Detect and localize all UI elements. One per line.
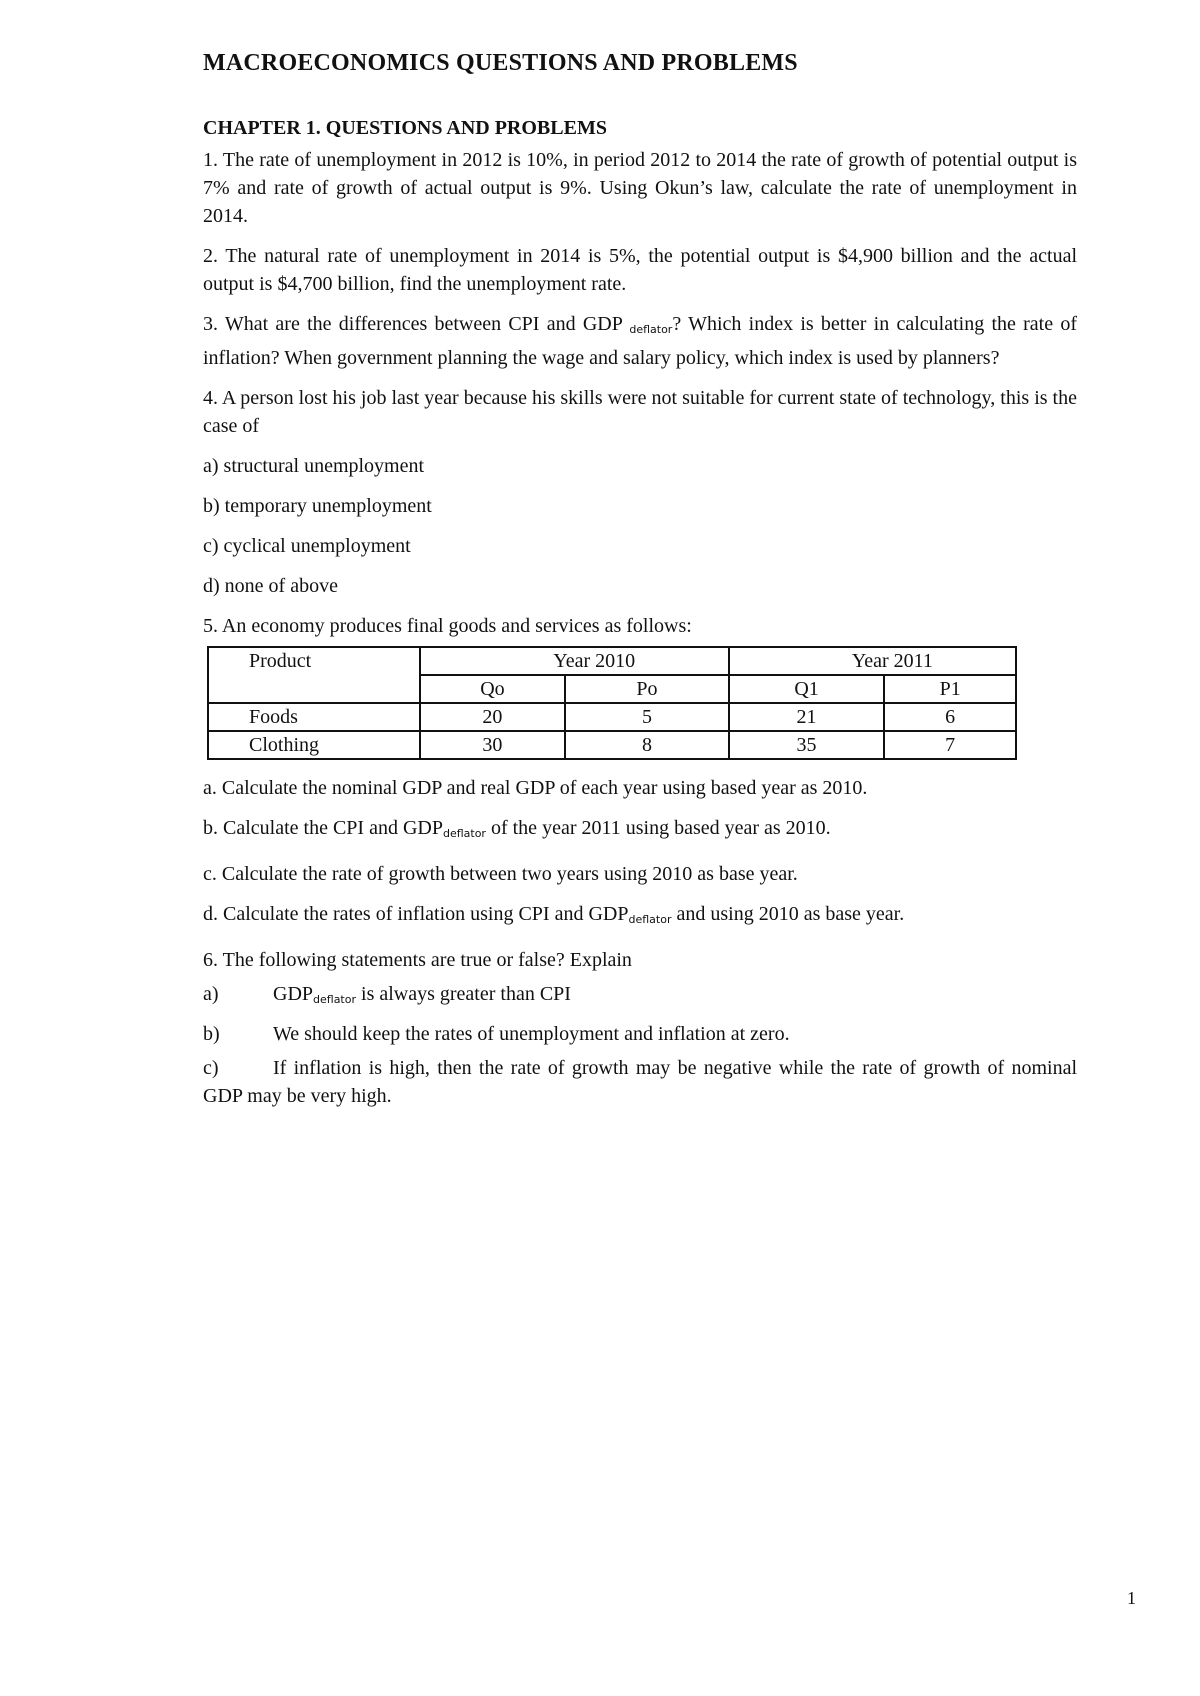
question-6c-label: c) xyxy=(203,1057,219,1079)
deflator-subscript: deflator xyxy=(442,827,486,840)
question-4-option-a: a) structural unemployment xyxy=(203,455,425,477)
question-6a-text-a: GDP xyxy=(273,983,314,1005)
table-cell: 21 xyxy=(729,703,885,731)
document-title: MACROECONOMICS QUESTIONS AND PROBLEMS xyxy=(203,50,798,76)
table-cell: 8 xyxy=(565,731,729,759)
document-page xyxy=(203,50,1077,1116)
question-6c xyxy=(203,1054,1077,1110)
table-header-year-2011: Year 2011 xyxy=(729,647,1016,675)
question-4-option-b: b) temporary unemployment xyxy=(203,495,432,517)
question-6c-text: If inflation is high, then the rate of growth may be negative while the rate of growth of nominal GDP may be very high. xyxy=(203,1057,1077,1107)
table-cell: Clothing xyxy=(208,731,420,759)
deflator-subscript: deflator xyxy=(629,323,673,336)
question-4-option-c: c) cyclical unemployment xyxy=(203,535,411,557)
question-5b-text-a: b. Calculate the CPI and GDP xyxy=(203,817,443,839)
table-col-qo: Qo xyxy=(420,675,566,703)
question-4-option-d: d) none of above xyxy=(203,575,338,597)
question-3-text-a: 3. What are the differences between CPI and GDP xyxy=(203,313,630,335)
question-6a-label: a) xyxy=(203,983,219,1005)
table-col-p1: P1 xyxy=(884,675,1016,703)
table-header-product: Product xyxy=(208,647,420,703)
question-1: 1. The rate of unemployment in 2012 is 10%, in period 2012 to 2014 the rate of growth of potential output is 7% and rate of growth of actual output is 9%. Using Okun’s law, calculate the rate of unemployment in 2014. xyxy=(203,149,1077,227)
question-6b-label: b) xyxy=(203,1023,220,1045)
table-cell: 7 xyxy=(884,731,1016,759)
question-5a: a. Calculate the nominal GDP and real GDP of each year using based year as 2010. xyxy=(203,777,868,799)
chapter-heading: CHAPTER 1. QUESTIONS AND PROBLEMS xyxy=(203,117,607,139)
deflator-subscript: deflator xyxy=(628,913,672,926)
question-4: 4. A person lost his job last year because his skills were not suitable for current state of technology, this is the case of xyxy=(203,387,1077,437)
table-cell: 30 xyxy=(420,731,566,759)
question-6a-text-b: is always greater than CPI xyxy=(356,983,571,1005)
table-cell: 20 xyxy=(420,703,566,731)
deflator-subscript: deflator xyxy=(313,993,357,1006)
question-5b-text-b: of the year 2011 using based year as 2010. xyxy=(485,817,831,839)
question-6a-text xyxy=(273,980,1077,1014)
table-header-year-2010: Year 2010 xyxy=(420,647,729,675)
question-3-text-b: ? Which index is better in calculating the rate of inflation? When government planning the wage and salary policy, which index is used by planners? xyxy=(203,313,1077,369)
table-col-q1: Q1 xyxy=(729,675,885,703)
question-5d-text-b: and using 2010 as base year. xyxy=(671,903,905,925)
question-5b xyxy=(203,814,1077,848)
question-6b-text: We should keep the rates of unemployment and inflation at zero. xyxy=(273,1023,790,1045)
goods-table xyxy=(207,646,1017,760)
page-number: 1 xyxy=(1127,1588,1136,1608)
table-col-po: Po xyxy=(565,675,729,703)
table-cell: 5 xyxy=(565,703,729,731)
question-5d xyxy=(203,900,1077,934)
question-6: 6. The following statements are true or false? Explain xyxy=(203,949,632,971)
table-cell: Foods xyxy=(208,703,420,731)
table-cell: 35 xyxy=(729,731,885,759)
table-cell: 6 xyxy=(884,703,1016,731)
table-row xyxy=(208,703,1016,731)
question-5c: c. Calculate the rate of growth between two years using 2010 as base year. xyxy=(203,863,798,885)
table-row xyxy=(208,731,1016,759)
question-2: 2. The natural rate of unemployment in 2014 is 5%, the potential output is $4,900 billion and the actual output is $4,700 billion, find the unemployment rate. xyxy=(203,245,1077,295)
question-5d-text-a: d. Calculate the rates of inflation using CPI and GDP xyxy=(203,903,629,925)
question-3 xyxy=(203,310,1077,372)
question-6a xyxy=(203,980,1077,1014)
question-5: 5. An economy produces final goods and services as follows: xyxy=(203,615,692,637)
question-6b xyxy=(203,1020,1077,1048)
table-header-row xyxy=(208,647,1016,675)
